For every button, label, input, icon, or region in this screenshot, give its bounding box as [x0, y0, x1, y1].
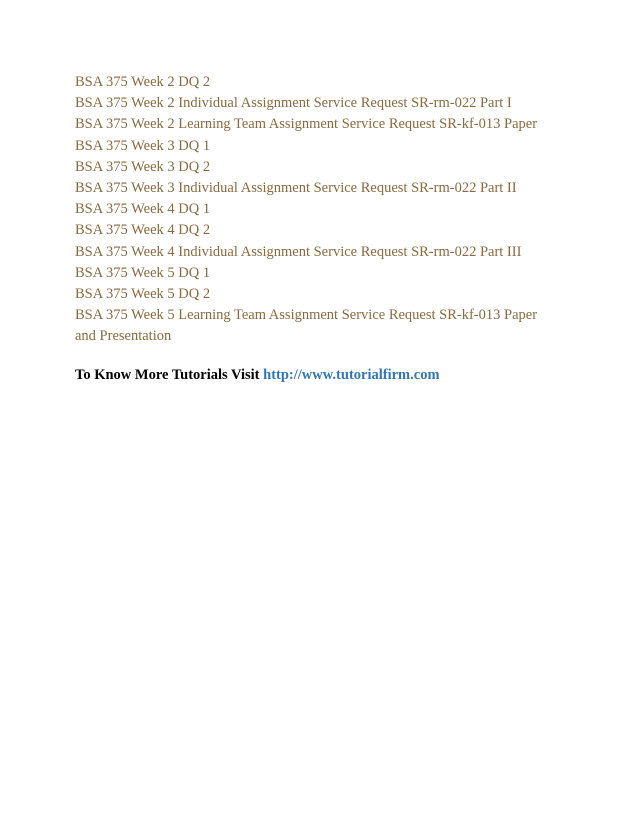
tutorial-site-link[interactable]: http://www.tutorialfirm.com	[263, 366, 440, 383]
footer-label: To Know More Tutorials Visit	[75, 366, 264, 383]
course-line-8: BSA 375 Week 4 DQ 2	[75, 222, 211, 239]
course-line-4: BSA 375 Week 3 DQ 1	[75, 137, 211, 154]
footer-visit-line	[75, 365, 575, 386]
course-line-2: BSA 375 Week 2 Individual Assignment Service Request SR-rm-022 Part I	[75, 95, 512, 112]
course-line-9: BSA 375 Week 4 Individual Assignment Service Request SR-rm-022 Part III	[75, 243, 522, 260]
document-content	[75, 72, 575, 386]
course-line-6: BSA 375 Week 3 Individual Assignment Service Request SR-rm-022 Part II	[75, 180, 517, 197]
course-line-11: BSA 375 Week 5 DQ 2	[75, 286, 211, 303]
course-line-10: BSA 375 Week 5 DQ 1	[75, 264, 211, 281]
course-line-3: BSA 375 Week 2 Learning Team Assignment Service Request SR-kf-013 Paper	[75, 116, 538, 133]
course-line-7: BSA 375 Week 4 DQ 1	[75, 201, 211, 218]
course-line-13: and Presentation	[75, 328, 172, 345]
course-line-1: BSA 375 Week 2 DQ 2	[75, 74, 211, 90]
course-line-5: BSA 375 Week 3 DQ 2	[75, 158, 211, 175]
course-line-12: BSA 375 Week 5 Learning Team Assignment Service Request SR-kf-013 Paper	[75, 307, 538, 324]
